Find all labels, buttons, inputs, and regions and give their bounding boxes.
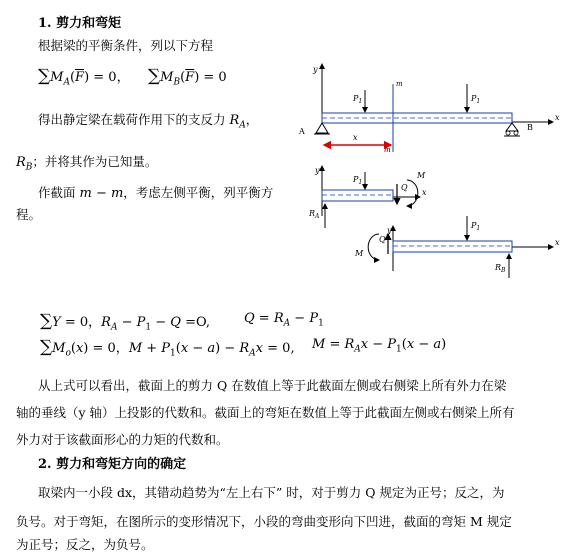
equilibrium-equation-a: $\sum M_A(\overline{F}) = 0$， [38,66,130,88]
bottom-shear-label: Q [379,235,386,244]
section-1-heading: 1. 剪力和弯矩 [38,16,122,31]
intro-text: 根据梁的平衡条件，列以下方程 [38,38,214,53]
bottom-load-label: $P_1$ [471,221,481,232]
right-segment-beam [393,241,512,252]
mid-shear-label: Q [401,183,408,192]
section2-line1: 取梁内一小段 dx，其错动趋势为“左上右下” 时，对于剪力 Q 规定为正号；反之，为 [38,485,505,500]
dimension-x-label: x [353,133,358,142]
mid-reaction-label: $R_A$ [309,209,320,220]
support-b-label: B [527,123,533,132]
beam-diagram [295,56,565,296]
load-p1-left-label: $P_1$ [353,94,363,105]
left-segment-beam [322,190,393,201]
top-y-label: y [313,65,318,74]
support-text-line1: 得出静定梁在载荷作用下的支反力 $R_A$， [38,112,259,131]
bottom-moment-arrow [368,234,379,260]
left-free-body-diagram [308,166,427,228]
support-a-label: A [299,127,305,136]
equilibrium-equation-b: $\sum M_B(\overline{F}) = 0$ [148,66,227,88]
section2-line2: 负号。对于弯矩，在图所示的变形情况下，小段的弯曲变形向下凹进，截面的弯矩 M 规定 [16,514,512,529]
conclusion-line2: 轴的垂线（y 轴）上投影的代数和。截面上的弯矩在数值上等于此截面左侧或右侧梁上所有 [16,405,515,420]
mid-moment-arrow [407,180,418,206]
section2-line3: 为正号；反之，为负号。 [16,537,154,552]
bottom-x-label: x [555,238,560,247]
conclusion-line1: 从上式可以看出，截面上的剪力 Q 在数值上等于此截面左侧或右侧梁上所有外力在梁 [38,378,507,393]
cut-label-top: m [396,80,403,88]
section-2-heading: 2. 剪力和弯矩方向的确定 [38,457,187,472]
bottom-y-label: y [387,226,392,235]
moment-equation: $\sum M_o(x) = 0$，$M + P_1(x - a) - R_Ax = 0$, [40,337,295,359]
support-text-line2: $R_B$；并将其作为已知量。 [16,154,158,173]
section-text-line1: 作截面 m − m，考虑左侧平衡，列平衡方 [38,185,274,201]
right-free-body-diagram [354,216,560,278]
top-x-label: x [555,113,560,122]
conclusion-line3: 外力对于该截面形心的力矩的代数和。 [16,432,229,447]
mid-moment-label: M [417,171,426,180]
cut-label-bottom: m [384,146,391,154]
load-p1-right-label: $P_1$ [471,94,481,105]
mid-x-label: x [422,188,427,197]
bottom-moment-label: M [355,249,364,258]
bottom-reaction-label: $R_B$ [495,263,506,274]
shear-result: $Q = R_A - P_1$ [244,311,324,329]
moment-result: $M = R_Ax - P_1(x - a)$ [312,337,447,355]
full-beam-diagram [298,64,560,154]
mid-y-label: y [315,166,320,175]
section-text-line2: 程。 [16,207,42,222]
support-b [506,123,518,131]
support-a [316,123,328,133]
shear-equation: ∑Y = 0，$R_A - P_1 - Q =O$, [40,311,211,333]
mid-load-label: $P_1$ [353,175,363,186]
